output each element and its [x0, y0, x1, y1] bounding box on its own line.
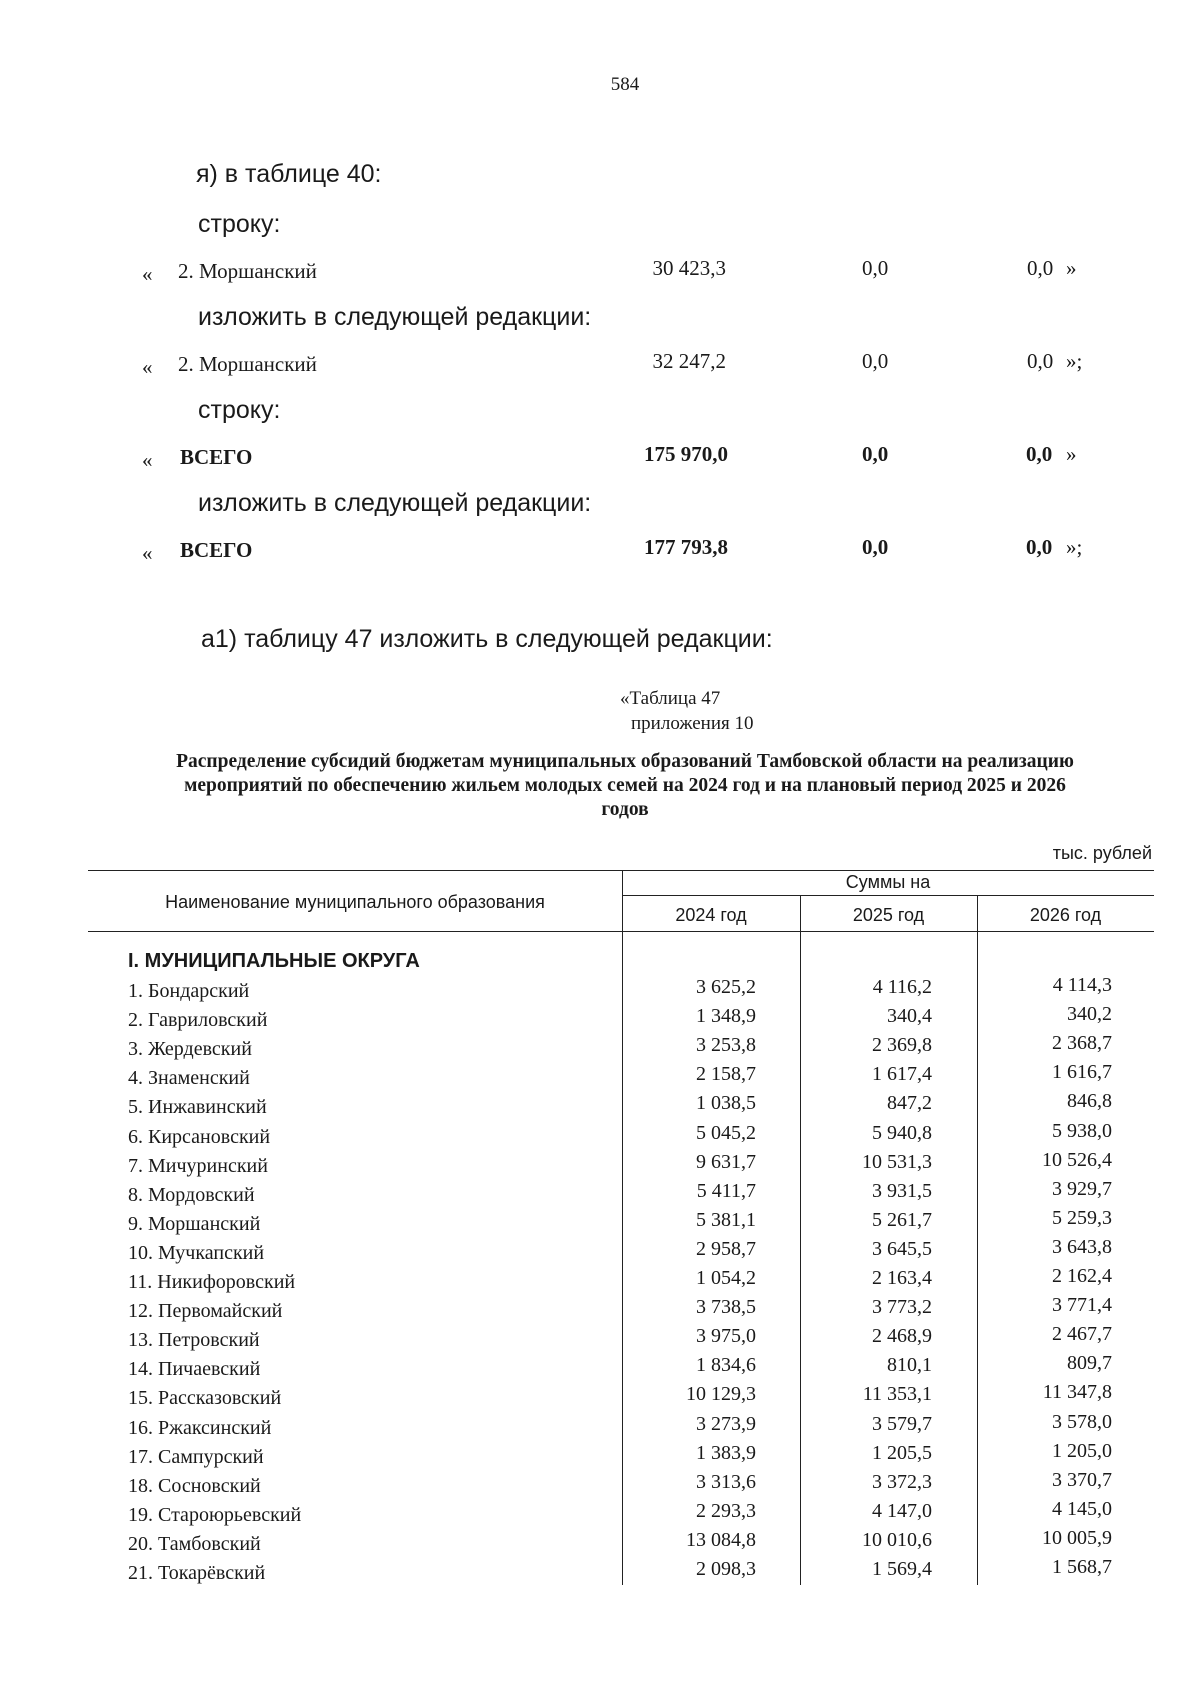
- header-year-2024: 2024 год: [675, 905, 747, 925]
- row-value-2024: 5 411,7: [696, 1180, 756, 1202]
- row-name: 2. Гавриловский: [128, 1009, 268, 1031]
- row-value-2025: 3 579,7: [872, 1413, 932, 1435]
- old-row-2025: 0,0: [862, 256, 889, 280]
- row-name: 4. Знаменский: [128, 1067, 250, 1089]
- row-name: 14. Пичаевский: [128, 1358, 261, 1380]
- row-name: 8. Мордовский: [128, 1184, 255, 1206]
- row-value-2024: 3 273,9: [696, 1413, 756, 1435]
- row-value-2026: 10 526,4: [1042, 1149, 1112, 1171]
- row-value-2025: 2 163,4: [872, 1267, 932, 1289]
- header-year-2026: 2026 год: [1029, 905, 1102, 925]
- row-value-2024: 3 253,8: [696, 1034, 756, 1056]
- row-value-2026: 3 578,0: [1052, 1411, 1112, 1433]
- row-value-2025: 3 372,3: [872, 1471, 932, 1493]
- new-row-2026: 0,0: [1027, 349, 1054, 373]
- header-sums-on: Суммы на: [845, 872, 931, 892]
- row-value-2024: 2 293,3: [696, 1500, 756, 1522]
- row-value-2025: 1 617,4: [872, 1063, 932, 1085]
- row-value-2026: 2 467,7: [1052, 1323, 1112, 1345]
- row-value-2026: 10 005,9: [1042, 1527, 1112, 1549]
- row-name: 21. Токарёвский: [128, 1562, 266, 1584]
- row-value-2026: 809,7: [1067, 1352, 1112, 1374]
- row-value-2025: 340,4: [887, 1005, 932, 1027]
- row-value-2026: 3 771,4: [1052, 1294, 1112, 1316]
- row-name: 10. Мучкапский: [128, 1242, 265, 1264]
- close-quote: »: [1066, 442, 1077, 466]
- table-top-border: [88, 870, 1154, 871]
- row-value-2025: 3 645,5: [872, 1238, 932, 1260]
- new-row-2024: 32 247,2: [652, 349, 726, 373]
- table-caption-appendix: приложения 10: [631, 713, 754, 734]
- row-value-2025: 2 468,9: [872, 1325, 932, 1347]
- row-name: 17. Сампурский: [128, 1446, 264, 1468]
- old-row-2026: 0,0: [1027, 256, 1054, 280]
- open-quote: «: [142, 448, 153, 472]
- row-value-2024: 1 348,9: [696, 1005, 756, 1027]
- row-value-2026: 5 259,3: [1052, 1207, 1112, 1229]
- row-value-2025: 5 940,8: [872, 1122, 932, 1144]
- row-name: 9. Моршанский: [128, 1213, 261, 1235]
- row-value-2024: 3 738,5: [696, 1296, 756, 1318]
- row-value-2024: 9 631,7: [696, 1151, 756, 1173]
- old-row-name: 2. Моршанский: [178, 259, 317, 283]
- open-quote: «: [142, 541, 153, 565]
- row-value-2025: 2 369,8: [872, 1034, 932, 1056]
- row-name: 20. Тамбовский: [128, 1533, 261, 1555]
- row-value-2025: 1 569,4: [872, 1558, 932, 1580]
- row-value-2024: 2 158,7: [696, 1063, 756, 1085]
- new-total-2024: 177 793,8: [644, 535, 728, 559]
- row-value-2024: 2 098,3: [696, 1558, 756, 1580]
- old-row-2024: 30 423,3: [652, 256, 726, 280]
- instruction-replace-label: изложить в следующей редакции:: [198, 489, 592, 517]
- row-name: 13. Петровский: [128, 1329, 260, 1351]
- item-a1-heading: а1) таблицу 47 изложить в следующей редакции:: [201, 625, 773, 653]
- close-quote: »: [1066, 256, 1077, 280]
- instruction-replace-label: изложить в следующей редакции:: [198, 303, 592, 331]
- row-value-2026: 2 162,4: [1052, 1265, 1112, 1287]
- row-name: 5. Инжавинский: [128, 1096, 267, 1118]
- row-value-2024: 1 383,9: [696, 1442, 756, 1464]
- row-value-2024: 1 054,2: [696, 1267, 756, 1289]
- row-value-2025: 1 205,5: [872, 1442, 932, 1464]
- header-name-column: Наименование муниципального образования: [165, 892, 545, 912]
- table-title: Распределение субсидий бюджетам муниципальных образований Тамбовской области на реализацию мероприятий по обеспечению жильем молодых семей на 2024 год и на плановый период 2025 и 2026 годов: [176, 751, 1074, 820]
- new-total-2026: 0,0: [1026, 535, 1053, 559]
- row-value-2024: 10 129,3: [686, 1383, 756, 1405]
- row-value-2026: 3 643,8: [1052, 1236, 1112, 1258]
- row-name: 19. Староюрьевский: [128, 1504, 302, 1526]
- row-name: 6. Кирсановский: [128, 1126, 271, 1148]
- row-value-2026: 846,8: [1067, 1090, 1112, 1112]
- row-value-2026: 3 370,7: [1052, 1469, 1112, 1491]
- row-value-2024: 3 625,2: [696, 976, 756, 998]
- row-value-2025: 810,1: [887, 1354, 932, 1376]
- row-value-2026: 340,2: [1067, 1003, 1112, 1025]
- header-year-2025: 2025 год: [852, 905, 925, 925]
- new-total-name: ВСЕГО: [180, 538, 253, 562]
- row-name: 11. Никифоровский: [128, 1271, 296, 1293]
- row-value-2026: 1 616,7: [1052, 1061, 1112, 1083]
- instruction-row-label: строку:: [198, 396, 281, 424]
- row-value-2024: 2 958,7: [696, 1238, 756, 1260]
- table-caption-number: «Таблица 47: [620, 688, 721, 709]
- row-value-2026: 11 347,8: [1042, 1381, 1112, 1403]
- row-value-2026: 3 929,7: [1052, 1178, 1112, 1200]
- row-value-2026: 4 114,3: [1052, 974, 1112, 996]
- row-name: 16. Ржаксинский: [128, 1417, 272, 1439]
- close-quote: »;: [1066, 535, 1083, 559]
- old-total-2026: 0,0: [1026, 442, 1053, 466]
- row-value-2025: 3 773,2: [872, 1296, 932, 1318]
- new-total-2025: 0,0: [862, 535, 889, 559]
- row-value-2024: 13 084,8: [686, 1529, 756, 1551]
- old-total-name: ВСЕГО: [180, 445, 253, 469]
- row-value-2026: 1 568,7: [1052, 1556, 1112, 1578]
- row-value-2025: 10 531,3: [862, 1151, 932, 1173]
- row-value-2025: 11 353,1: [862, 1383, 932, 1405]
- header-sub-border: [622, 895, 1154, 896]
- page-number: 584: [610, 74, 640, 95]
- row-value-2025: 4 147,0: [872, 1500, 932, 1522]
- row-name: 7. Мичуринский: [128, 1155, 268, 1177]
- new-row-2025: 0,0: [862, 349, 889, 373]
- old-total-2025: 0,0: [862, 442, 889, 466]
- row-value-2025: 847,2: [887, 1092, 932, 1114]
- row-name: 12. Первомайский: [128, 1300, 283, 1322]
- row-value-2026: 2 368,7: [1052, 1032, 1112, 1054]
- instruction-row-label: строку:: [198, 210, 281, 238]
- row-value-2024: 1 834,6: [696, 1354, 756, 1376]
- new-row-name: 2. Моршанский: [178, 352, 317, 376]
- open-quote: «: [142, 355, 153, 379]
- row-name: 1. Бондарский: [128, 980, 250, 1002]
- old-total-2024: 175 970,0: [644, 442, 728, 466]
- row-value-2024: 5 381,1: [696, 1209, 756, 1231]
- row-value-2026: 5 938,0: [1052, 1120, 1112, 1142]
- row-value-2025: 3 931,5: [872, 1180, 932, 1202]
- row-value-2024: 3 313,6: [696, 1471, 756, 1493]
- item-ya-heading: я) в таблице 40:: [196, 160, 382, 188]
- close-quote: »;: [1066, 349, 1083, 373]
- row-name: 3. Жердевский: [128, 1038, 252, 1060]
- section-title: I. МУНИЦИПАЛЬНЫЕ ОКРУГА: [128, 950, 420, 972]
- row-value-2025: 4 116,2: [872, 976, 932, 998]
- row-name: 18. Сосновский: [128, 1475, 261, 1497]
- row-value-2025: 10 010,6: [862, 1529, 932, 1551]
- row-value-2026: 1 205,0: [1052, 1440, 1112, 1462]
- header-bottom-border: [88, 931, 1154, 932]
- row-value-2024: 5 045,2: [696, 1122, 756, 1144]
- row-name: 15. Рассказовский: [128, 1387, 282, 1409]
- row-value-2024: 1 038,5: [696, 1092, 756, 1114]
- row-value-2026: 4 145,0: [1052, 1498, 1112, 1520]
- open-quote: «: [142, 262, 153, 286]
- row-value-2024: 3 975,0: [696, 1325, 756, 1347]
- row-value-2025: 5 261,7: [872, 1209, 932, 1231]
- table-unit: тыс. рублей: [1052, 843, 1152, 863]
